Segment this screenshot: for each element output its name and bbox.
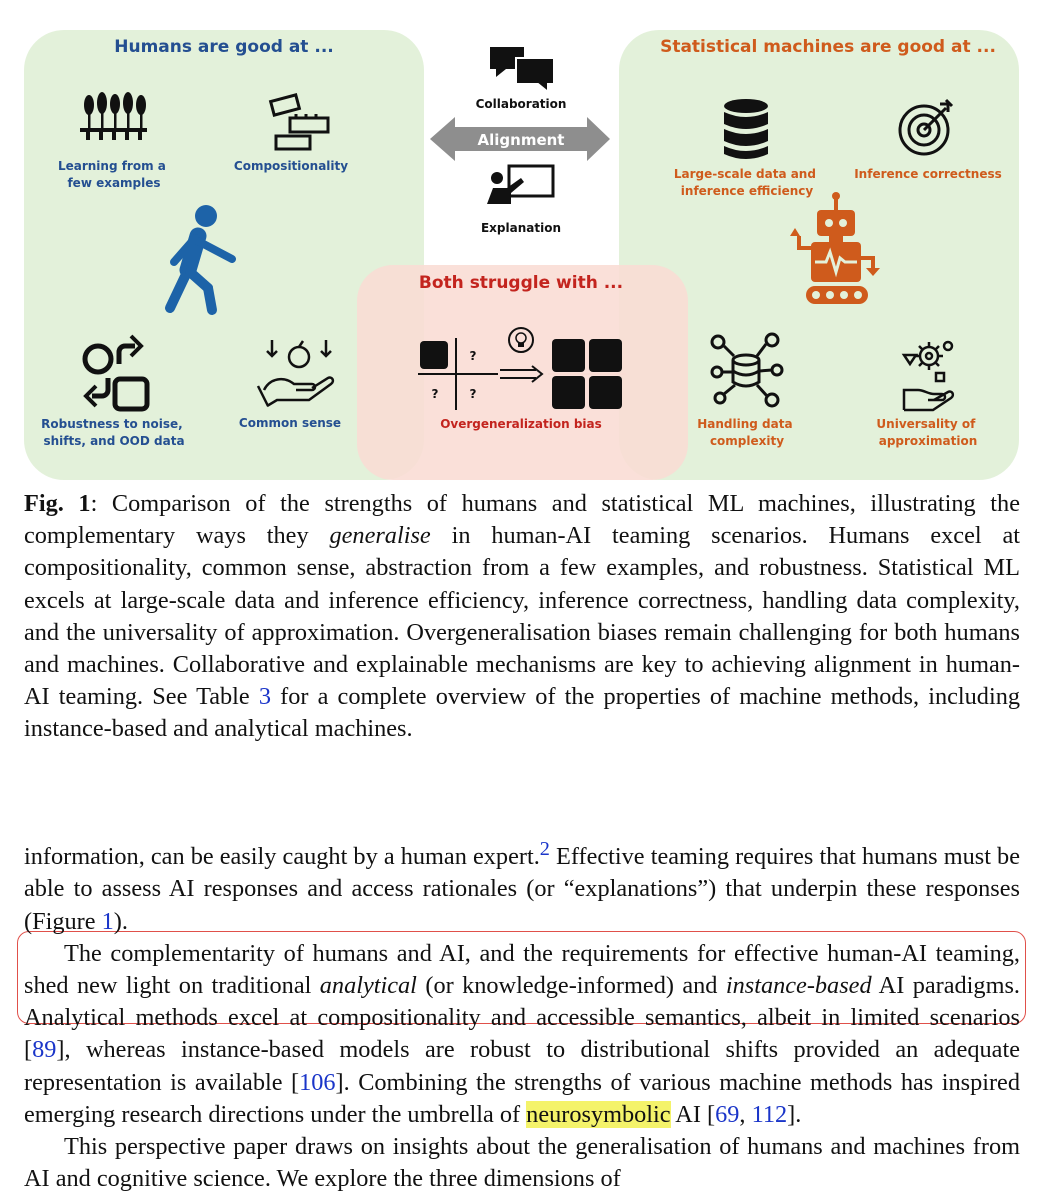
highlighted-term: neurosymbolic bbox=[526, 1100, 671, 1128]
paragraph-1 bbox=[24, 833, 1020, 938]
both-title: Both struggle with ... bbox=[418, 273, 624, 293]
paragraph-3 bbox=[24, 1131, 1020, 1195]
text-run: The complementarity of humans and AI, and the requirements for effective human-AI teaming, shed new light on traditional bbox=[24, 939, 1020, 999]
presentation-icon bbox=[487, 166, 553, 204]
footnote-link[interactable]: 2 bbox=[539, 838, 550, 860]
svg-text:?: ? bbox=[469, 349, 477, 363]
figure-1 bbox=[0, 0, 1042, 480]
caption-text: : Comparison of the strengths of humans and statistical ML machines, illustrating the complementary ways they bbox=[24, 490, 1020, 550]
both-panel bbox=[357, 265, 688, 480]
universality-label: Universality of approximation bbox=[876, 417, 978, 448]
table-ref-link[interactable]: 3 bbox=[258, 683, 271, 711]
compositionality-label: Compositionality bbox=[233, 159, 349, 173]
caption-text: for a complete overview of the properties of machine methods, including instance-based and analytical machines. bbox=[24, 683, 1020, 743]
common-sense-label: Common sense bbox=[238, 416, 342, 430]
figure-ref-link[interactable]: 1 bbox=[101, 907, 114, 935]
text-run: information, can be easily caught by a human expert. bbox=[24, 843, 540, 871]
learning-label: Learning from a few examples bbox=[57, 159, 166, 190]
text-run: ], whereas instance-based models are robust to distributional shifts provided an adequate representation is available [ bbox=[24, 1036, 1020, 1096]
citation-link[interactable]: 89 bbox=[32, 1036, 57, 1064]
handling-label: Handling data complexity bbox=[697, 417, 793, 448]
text-run: ). bbox=[113, 907, 128, 935]
collaboration-label: Collaboration bbox=[475, 97, 567, 111]
citation-link[interactable]: 112 bbox=[751, 1100, 788, 1128]
text-run: AI paradigms. Analytical methods excel at compositionality and accessible semantics, albeit in limited scenarios [ bbox=[24, 971, 1020, 1064]
inference-label: Inference correctness bbox=[854, 167, 1002, 181]
text-run: Effective teaming requires that humans must be able to assess AI responses and access rationales (or “explanations”) that underpin these responses (Figure bbox=[24, 843, 1020, 935]
citation-link[interactable]: 106 bbox=[299, 1068, 336, 1096]
citation-link[interactable]: 69 bbox=[715, 1100, 740, 1128]
caption-emphasis: generalise bbox=[329, 522, 431, 550]
bias-label: Overgeneralization bias bbox=[440, 417, 602, 431]
body-text bbox=[24, 833, 1020, 1195]
emphasis: analytical bbox=[319, 971, 417, 999]
figure-label: Fig. 1 bbox=[24, 490, 91, 517]
figure-caption bbox=[24, 488, 1020, 746]
explanation-label: Explanation bbox=[480, 221, 562, 235]
text-run: ]. Combining the strengths of various machine methods has inspired emerging research directions under the umbrella of bbox=[24, 1068, 1020, 1128]
svg-text:?: ? bbox=[431, 387, 439, 401]
paragraph-2 bbox=[24, 938, 1020, 1131]
alignment-label: Alignment bbox=[477, 131, 565, 149]
caption-text: in human-AI teaming scenarios. Humans excel at compositionality, common sense, abstraction from a few examples, and robustness. Statistical ML excels at large-scale data and inference efficiency, inference correctness, handling data complexity, and the universality of approximation. Overgeneralisation biases remain challenging for both humans and machines. Collaborative and explainable mechanisms are key to achieving alignment in human-AI teaming. See Table bbox=[24, 522, 1020, 711]
robustness-label: Robustness to noise, shifts, and OOD data bbox=[41, 417, 185, 448]
text-run: ]. bbox=[787, 1100, 802, 1128]
emphasis: instance-based bbox=[725, 971, 872, 999]
text-run: This perspective paper draws on insights about the generalisation of humans and machines from AI and cognitive science. We explore the three dimensions of bbox=[24, 1132, 1020, 1193]
svg-text:?: ? bbox=[469, 387, 477, 401]
large-scale-label: Large-scale data and inference efficiency bbox=[673, 167, 816, 198]
text-run: , bbox=[739, 1100, 752, 1128]
humans-title: Humans are good at ... bbox=[114, 37, 334, 57]
chat-bubbles-icon bbox=[490, 47, 554, 92]
text-run: AI [ bbox=[670, 1100, 716, 1128]
machines-title: Statistical machines are good at ... bbox=[660, 37, 996, 57]
text-run: (or knowledge-informed) and bbox=[416, 971, 726, 999]
